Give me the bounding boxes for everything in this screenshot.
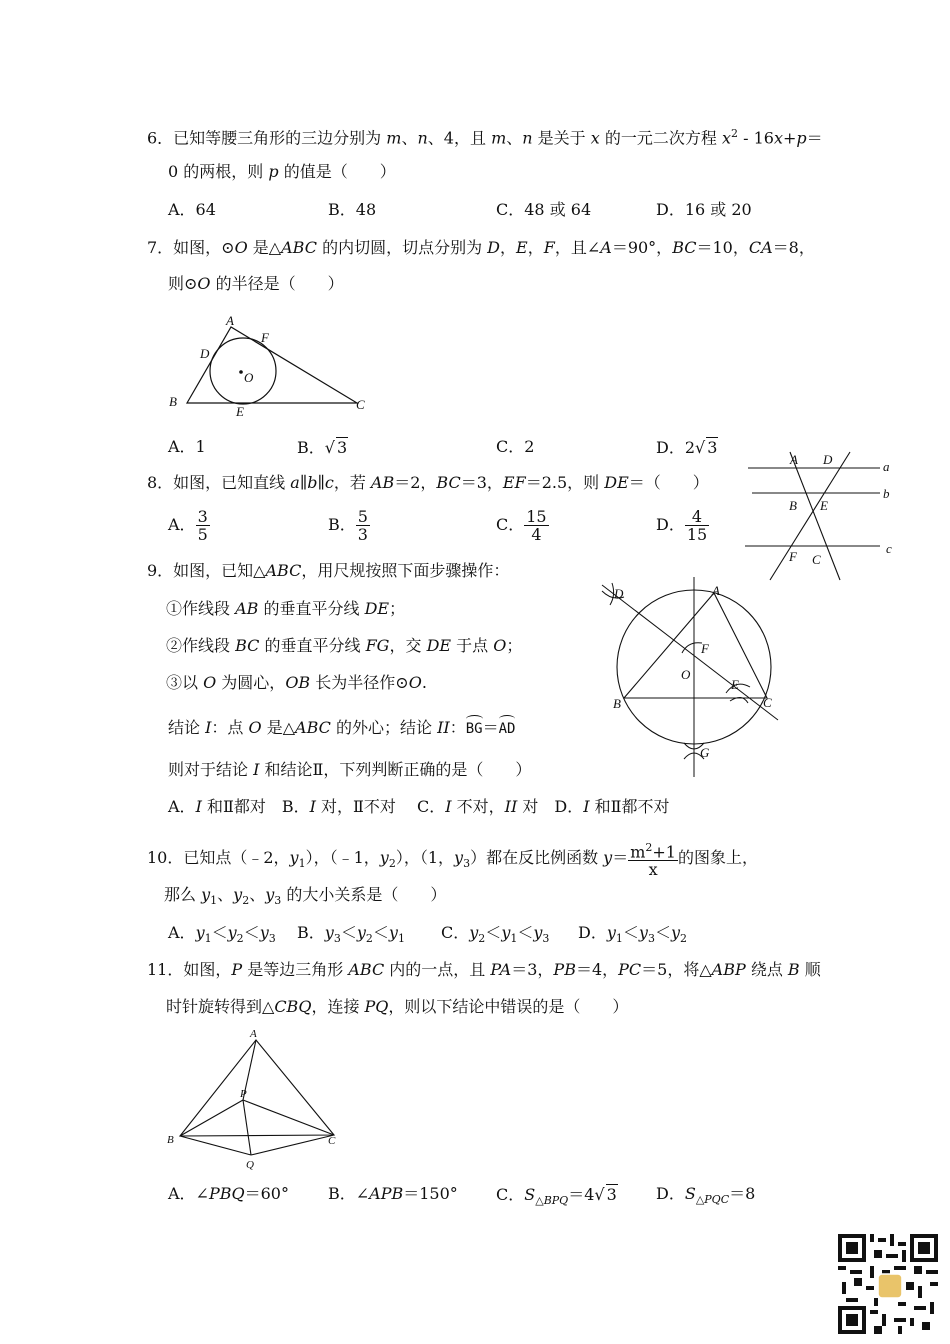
q8-label-e: E — [820, 498, 828, 513]
q8-label-line-c: c — [886, 541, 892, 556]
q11-option-c: C．$S_{\triangle BPQ}=4√$ 3 — [496, 1185, 617, 1208]
q10-line2: 那么 $y_1$、$y_2$、$y_3$ 的大小关系是（ ） — [164, 885, 447, 908]
q11-label-b: B — [167, 1134, 174, 1146]
q7-option-d: D．2√ 3 — [656, 438, 718, 457]
q9-step2: ②作线段 BC 的垂直平分线 FG，交 DE 于点 O； — [166, 636, 523, 655]
q9-question: 则对于结论 I 和结论Ⅱ，下列判断正确的是（ ） — [168, 760, 532, 779]
q11-option-d: D．$S_{\triangle PQC}=8$ — [656, 1184, 756, 1207]
q7-figure — [160, 308, 380, 428]
q7-label-c: C — [356, 397, 365, 412]
q7-option-c: C．2 — [496, 437, 535, 456]
q10-option-b: B．$y_3<y_2<y_1$ — [297, 923, 405, 946]
q11-triangle-abc — [180, 1040, 334, 1136]
qr-code — [838, 1234, 938, 1334]
q6-option-a: A．64 — [168, 200, 216, 219]
q9-figure — [580, 575, 790, 780]
q9-bisector-de — [602, 585, 778, 720]
q8-label-f: F — [789, 549, 797, 564]
q11-segment-cp — [243, 1100, 334, 1135]
q7-line2: 则⊙O 的半径是（ ） — [168, 274, 344, 293]
q7-label-e: E — [236, 404, 244, 419]
q7-label-b: B — [169, 394, 177, 409]
q9-label-b: B — [613, 696, 621, 711]
q9-triangle — [624, 593, 767, 698]
q8-option-b: B． $\frac{5}{3}$ — [328, 507, 368, 544]
q11-label-c: C — [328, 1135, 336, 1147]
q6-line2: 0 的两根，则 p 的值是（ ） — [168, 162, 396, 181]
q6-option-d: D．16 或 20 — [656, 200, 752, 219]
q8-label-a-point: A — [790, 452, 798, 467]
q10-line1: 10．已知点（﹣2，$y_1$），（﹣1，$y_2$），（1，$y_3$）都在反比例函数 y＝ $\frac{m^2+1}{x}$ 的图象上， — [147, 840, 758, 880]
q11-segment-cq — [251, 1135, 334, 1155]
q7-label-f: F — [261, 330, 269, 345]
q7-center-dot — [239, 370, 243, 374]
q11-label-q: Q — [246, 1159, 254, 1171]
q9-label-c: C — [763, 695, 772, 710]
q6-option-c: C．48 或 64 — [496, 200, 592, 219]
q8-line1: 8．如图，已知直线 a∥b∥c，若 AB＝2，BC＝3，EF＝2.5，则 DE＝（ ） — [147, 473, 709, 492]
q7-incircle — [210, 338, 276, 404]
q8-figure — [740, 448, 900, 583]
q9-step3: ③以 O 为圆心，OB 长为半径作⊙O. — [166, 673, 427, 692]
q9-label-g: G — [700, 745, 710, 760]
q11-segment-pq — [243, 1100, 251, 1155]
q7-label-o: O — [244, 370, 254, 385]
q9-label-e: E — [731, 677, 739, 692]
q6-option-b: B．48 — [328, 200, 377, 219]
q11-line1: 11．如图，P 是等边三角形 ABC 内的一点，且 PA＝3，PB＝4，PC＝5，将△ABP 绕点 B 顺 — [147, 960, 821, 979]
q11-label-p: P — [240, 1088, 247, 1100]
q6-line1: 6．已知等腰三角形的三边分别为 m、n、4，且 m、n 是关于 x 的一元二次方程 $x^2 - 16x+p=$ — [147, 127, 823, 148]
q11-label-a: A — [250, 1028, 257, 1040]
q10-option-a: A．$y_1<y_2<y_3$ — [168, 923, 276, 946]
q11-figure — [160, 1025, 360, 1175]
q10-option-c: C．$y_2<y_1<y_3$ — [441, 923, 550, 946]
q8-label-line-a: a — [883, 459, 890, 474]
q8-option-c: C． $\frac{15}{4}$ — [496, 507, 547, 544]
q8-label-line-b: b — [883, 486, 890, 501]
q9-label-a: A — [712, 583, 720, 598]
q8-option-d: D． $\frac{4}{15}$ — [656, 507, 708, 544]
q11-segment-bp — [180, 1100, 243, 1136]
q10-option-d: D．$y_1<y_3<y_2$ — [578, 923, 688, 946]
q7-option-a: A．1 — [168, 437, 206, 456]
q11-option-a: A．∠PBQ＝60° — [168, 1184, 289, 1203]
q9-label-o: O — [681, 667, 691, 682]
q9-conclusion: 结论 I：点 O 是△ABC 的外心；结论 II：BG＝AD — [168, 718, 516, 737]
q9-step1: ①作线段 AB 的垂直平分线 DE； — [166, 599, 406, 618]
q8-option-a: A． $\frac{3}{5}$ — [168, 507, 208, 544]
q9-line1: 9．如图，已知△ABC，用尺规按照下面步骤操作： — [147, 561, 510, 580]
q9-label-d: D — [614, 586, 624, 601]
q8-label-c-point: C — [812, 552, 821, 567]
q7-triangle — [187, 327, 357, 403]
q11-segment-bq — [180, 1136, 251, 1155]
q7-line1: 7．如图，⊙O 是△ABC 的内切圆，切点分别为 D，E，F，且∠A＝90°，BC＝10，CA＝8， — [147, 238, 815, 257]
q9-arc-f — [682, 643, 702, 653]
q8-label-d: D — [823, 452, 833, 467]
q9-label-f: F — [701, 641, 709, 656]
q11-line2: 时针旋转得到△CBQ，连接 PQ，则以下结论中错误的是（ ） — [166, 997, 629, 1016]
q11-option-b: B．∠APB＝150° — [328, 1184, 458, 1203]
q8-transversal-2 — [770, 452, 850, 580]
q8-label-b-point: B — [789, 498, 797, 513]
q9-options: A．I 和Ⅱ都对 B．I 对，Ⅱ不对 C．I 不对，II 对 D．I 和Ⅱ都不对 — [168, 797, 670, 816]
q7-option-b: B．√ 3 — [297, 438, 348, 457]
q7-label-d: D — [200, 346, 210, 361]
q7-label-a: A — [226, 313, 234, 328]
